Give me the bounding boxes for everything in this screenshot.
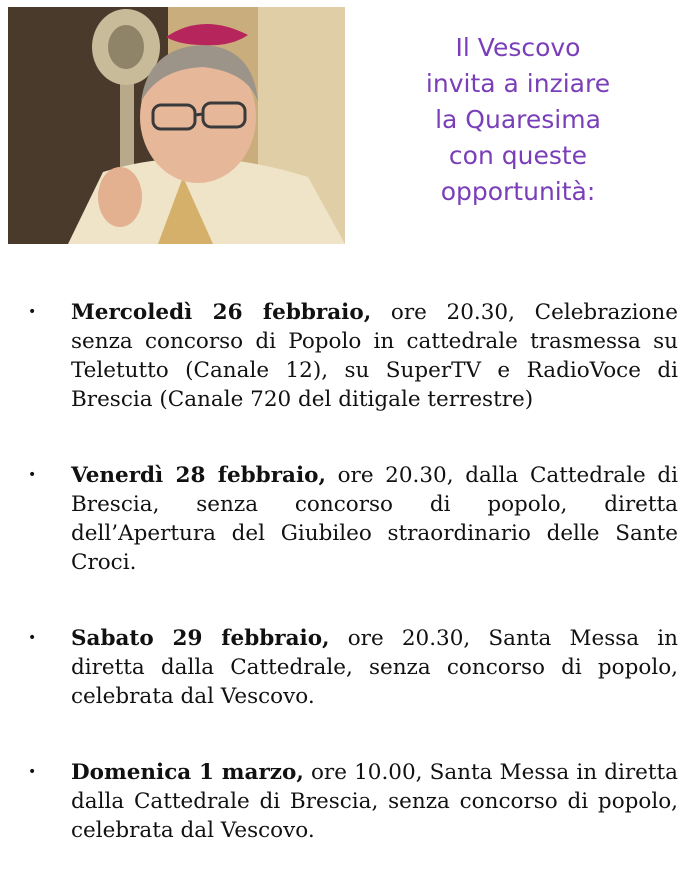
bullet-icon: • bbox=[28, 467, 37, 483]
heading bbox=[400, 30, 636, 210]
event-date: Sabato 29 febbraio, bbox=[71, 626, 330, 651]
event-item bbox=[28, 298, 678, 414]
event-date: Domenica 1 marzo, bbox=[71, 760, 304, 785]
event-item bbox=[28, 461, 678, 577]
event-description: ore 20.30, Santa Messa in diretta dalla Cattedrale, senza concorso di popolo, celebrata dal Vescovo. bbox=[71, 626, 679, 709]
bishop-photo bbox=[8, 7, 345, 244]
heading-line: opportunità: bbox=[440, 177, 596, 206]
event-description: ore 20.30, Celebrazione senza concorso di Popolo in cattedrale trasmessa su Teletutto (Canale 12), su SuperTV e RadioVoce di Brescia (Canale 720 del ditigale terrestre) bbox=[71, 300, 679, 412]
heading-line: Il Vescovo bbox=[455, 33, 581, 62]
bullet-icon: • bbox=[28, 764, 37, 780]
event-description: ore 10.00, Santa Messa in diretta dalla Cattedrale di Brescia, senza concorso di popolo, celebrata dal Vescovo. bbox=[71, 760, 678, 843]
bullet-icon: • bbox=[28, 630, 37, 646]
event-date: Venerdì 28 febbraio, bbox=[71, 463, 326, 488]
event-item bbox=[28, 758, 678, 845]
heading-line: invita a inziare bbox=[425, 69, 611, 98]
event-description: ore 20.30, dalla Cattedrale di Brescia, senza concorso di popolo, diretta dell’Apertura del Giubileo straordinario delle Sante Croci. bbox=[71, 463, 678, 575]
event-date: Mercoledì 26 febbraio, bbox=[71, 300, 372, 325]
heading-line: con queste bbox=[448, 141, 588, 170]
bullet-icon: • bbox=[28, 304, 37, 320]
event-item bbox=[28, 624, 678, 711]
events-list bbox=[28, 298, 678, 892]
heading-line: la Quaresima bbox=[435, 105, 601, 134]
